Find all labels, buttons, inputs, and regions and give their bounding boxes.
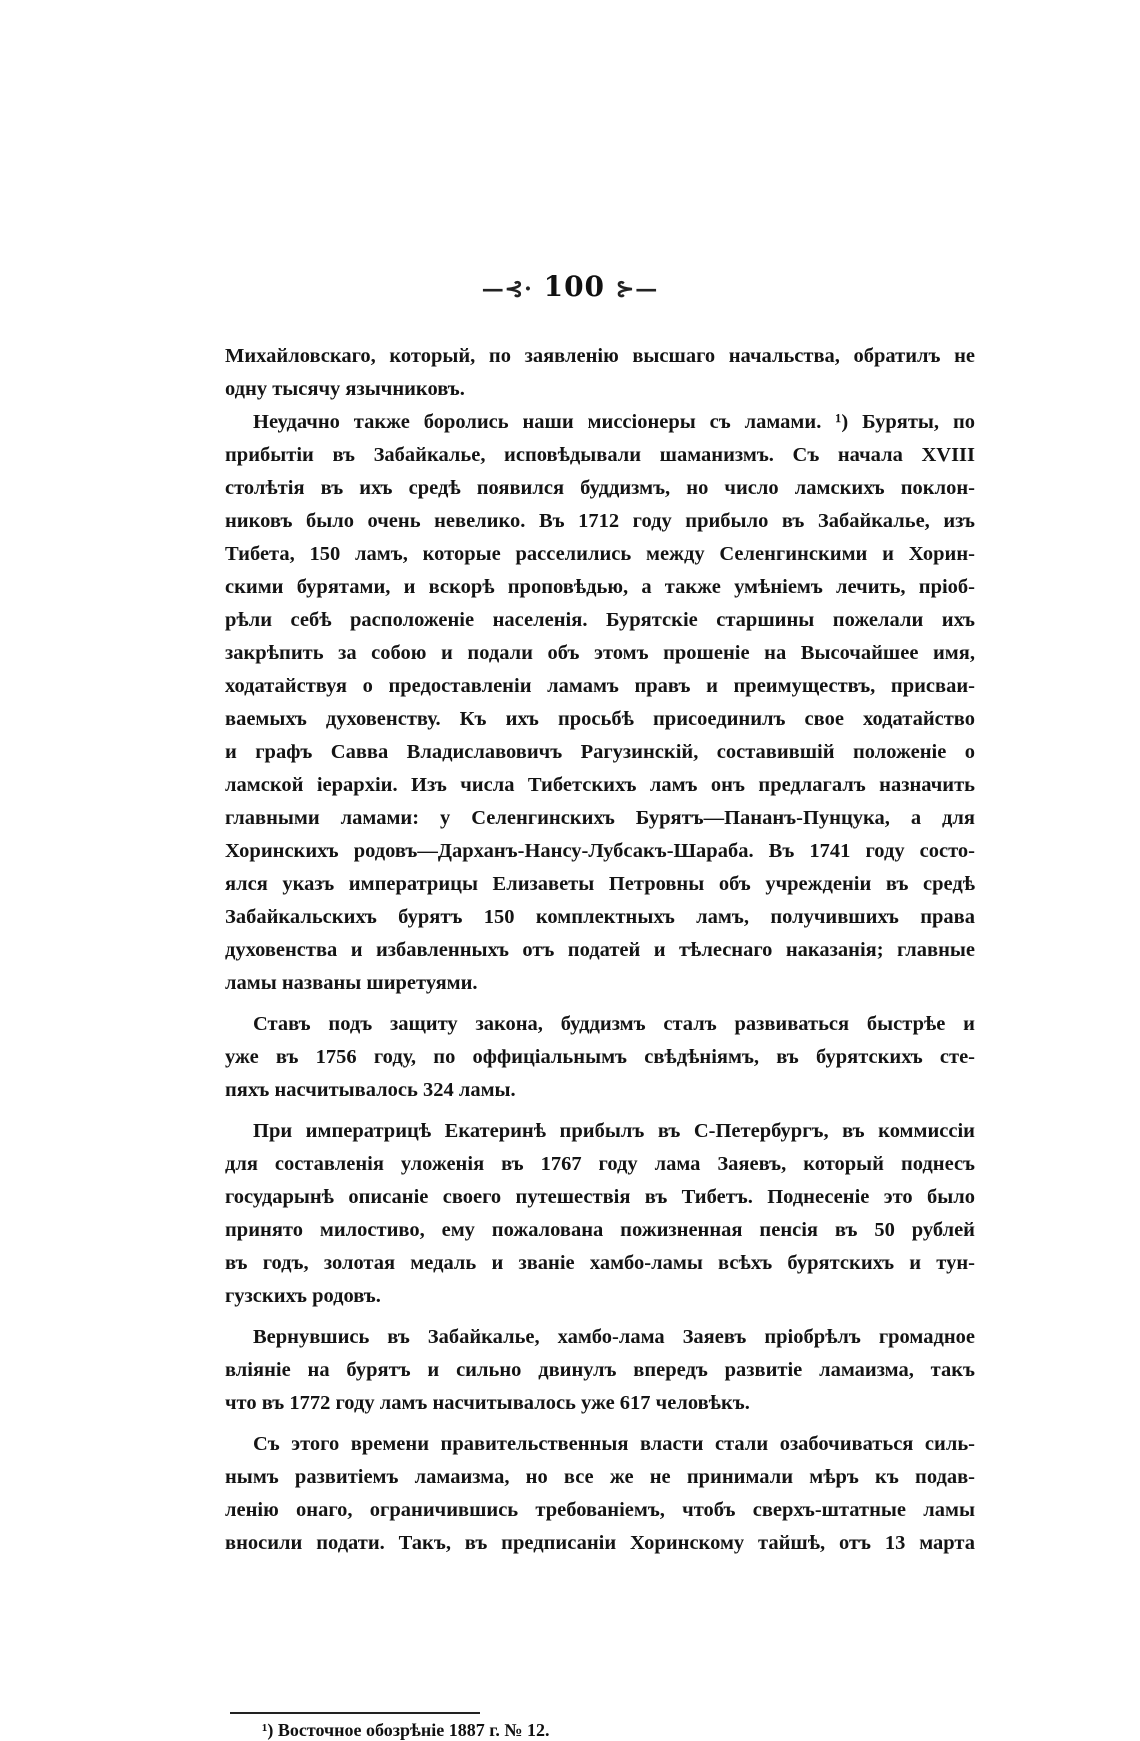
- text-line: Ставъ подъ защиту закона, буддизмъ сталъ развиваться быстрѣе и: [253, 1013, 975, 1035]
- text-line: рѣли себѣ расположеніе населенія. Бурятскіе старшины пожелали ихъ: [225, 609, 975, 631]
- text-line: Тибета, 150 ламъ, которые расселились между Селенгинскими и Хорин-: [225, 543, 975, 565]
- text-line: нымъ развитіемъ ламаизма, но все же не принимали мѣръ къ подав-: [225, 1466, 975, 1488]
- text-line: духовенства и избавленныхъ отъ податей и тѣлеснаго наказанія; главные: [225, 939, 975, 961]
- footnote: ¹) Восточное обозрѣніе 1887 г. № 12.: [262, 1720, 550, 1740]
- text-line: ламской іерархіи. Изъ числа Тибетскихъ ламъ онъ предлагалъ назначить: [225, 774, 975, 796]
- text-line: скими бурятами, и вскорѣ проповѣдью, а также умѣніемъ лечить, пріоб-: [225, 576, 975, 598]
- text-line: и графъ Савва Владиславовичъ Рагузинскій, составившій положеніе о: [225, 741, 975, 763]
- text-line: принято милостиво, ему пожалована пожизненная пенсія въ 50 рублей: [225, 1219, 975, 1241]
- text-line: уже въ 1756 году, по оффиціальнымъ свѣдѣніямъ, въ бурятскихъ сте-: [225, 1046, 975, 1068]
- text-line: государынѣ описаніе своего путешествія въ Тибетъ. Поднесеніе это было: [225, 1186, 975, 1208]
- footnote-divider: [230, 1712, 480, 1714]
- text-line: пяхъ насчитывалось 324 ламы.: [225, 1079, 516, 1101]
- text-line: Забайкальскихъ бурятъ 150 комплектныхъ ламъ, получившихъ права: [225, 906, 975, 928]
- text-line: ленію онаго, ограничившись требованіемъ, чтобъ сверхъ-штатные ламы: [225, 1499, 975, 1521]
- text-line: ходатайствуя о предоставленіи ламамъ правъ и преимуществъ, присваи-: [225, 675, 975, 697]
- text-line: ваемыхъ духовенству. Къ ихъ просьбѣ присоединилъ свое ходатайство: [225, 708, 975, 730]
- text-line: вносили подати. Такъ, въ предписаніи Хоринскому тайшѣ, отъ 13 марта: [225, 1532, 975, 1554]
- ornament-left: —⊰·: [481, 276, 533, 302]
- text-line: столѣтія въ ихъ средѣ появился буддизмъ, но число ламскихъ поклон-: [225, 477, 975, 499]
- page-header: [0, 270, 1140, 303]
- text-line: прибытіи въ Забайкалье, исповѣдывали шаманизмъ. Съ начала XVIII: [225, 444, 975, 466]
- body-text: [225, 340, 975, 1560]
- text-line: Хоринскихъ родовъ—Дарханъ-Нансу-Лубсакъ-Шараба. Въ 1741 году состо-: [225, 840, 975, 862]
- text-line: Михайловскаго, который, по заявленію высшаго начальства, обратилъ не: [225, 345, 975, 367]
- text-line: ялся указъ императрицы Елизаветы Петровны объ учрежденіи въ средѣ: [225, 873, 975, 895]
- text-line: что въ 1772 году ламъ насчитывалось уже 617 человѣкъ.: [225, 1392, 750, 1414]
- text-line: одну тысячу язычниковъ.: [225, 378, 465, 400]
- text-line: главными ламами: у Селенгинскихъ Бурятъ—Пананъ-Пунцука, а для: [225, 807, 975, 829]
- text-line: Неудачно также боролись наши миссіонеры съ ламами. ¹) Буряты, по: [253, 411, 975, 433]
- text-line: ламы названы ширетуями.: [225, 972, 478, 994]
- text-line: гузскихъ родовъ.: [225, 1285, 381, 1307]
- text-line: Вернувшись въ Забайкалье, хамбо-лама Заяевъ пріобрѣлъ громадное: [253, 1326, 975, 1348]
- text-line: для составленія уложенія въ 1767 году лама Заяевъ, который поднесъ: [225, 1153, 975, 1175]
- text-line: вліяніе на бурятъ и сильно двинулъ впередъ развитіе ламаизма, такъ: [225, 1359, 975, 1381]
- text-line: никовъ было очень невелико. Въ 1712 году прибыло въ Забайкалье, изъ: [225, 510, 975, 532]
- text-line: закрѣпить за собою и подали объ этомъ прошеніе на Высочайшее имя,: [225, 642, 975, 664]
- text-line: Съ этого времени правительственныя власти стали озабочиваться силь-: [253, 1433, 975, 1455]
- text-line: При императрицѣ Екатеринѣ прибылъ въ С-Петербургъ, въ коммиссіи: [253, 1120, 975, 1142]
- text-line: въ годъ, золотая медаль и званіе хамбо-ламы всѣхъ бурятскихъ и тун-: [225, 1252, 975, 1274]
- page-number: 100: [543, 270, 606, 303]
- ornament-right: ⊱—: [615, 276, 659, 302]
